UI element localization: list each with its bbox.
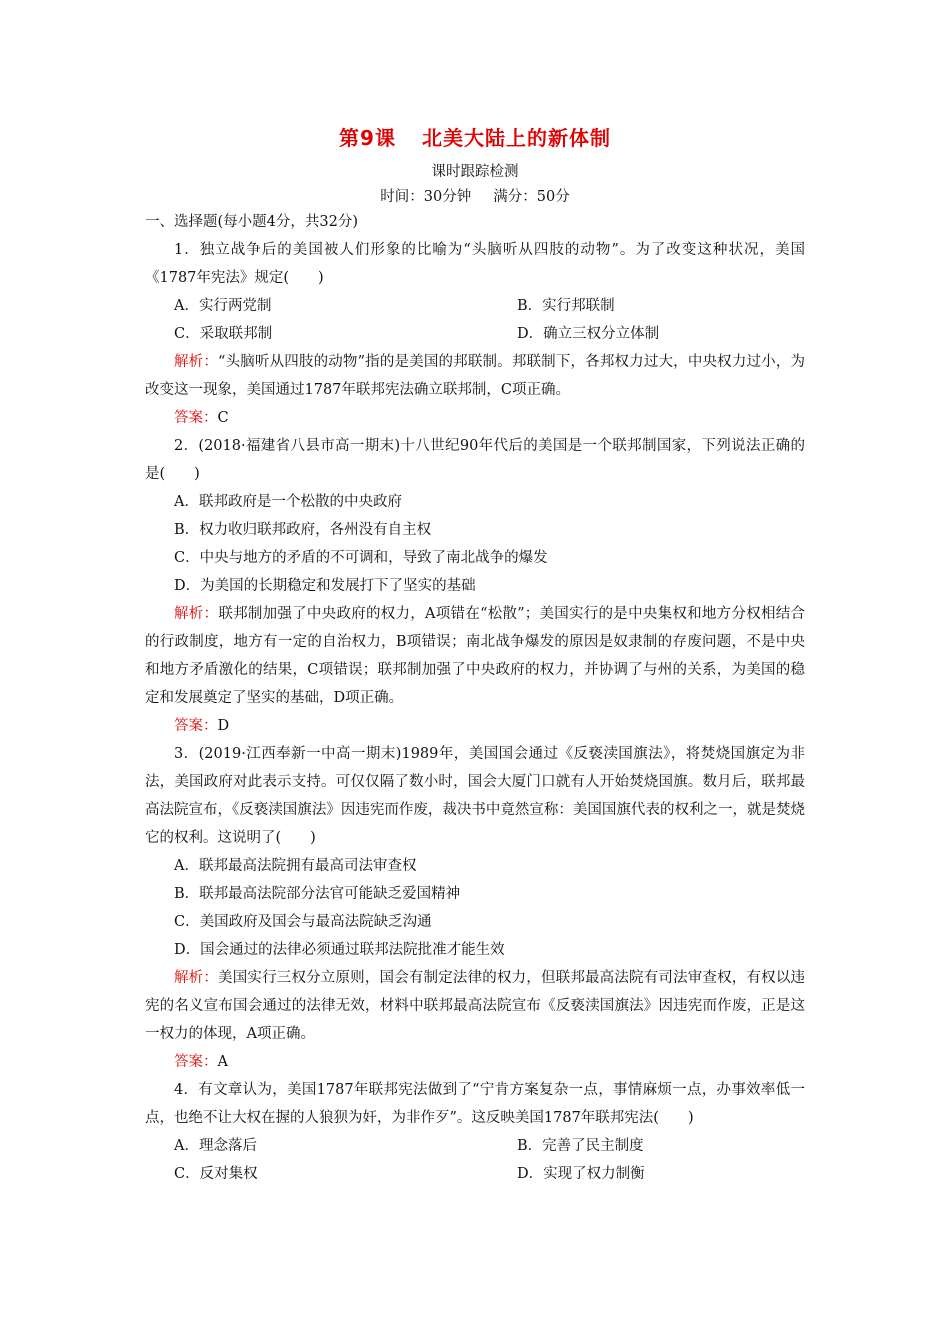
analysis-label: 解析： — [174, 970, 219, 986]
analysis-text: 美国实行三权分立原则，国会有制定法律的权力，但联邦最高法院有司法审查权，有权以违宪的名义宣布国会通过的法律无效，材料中联邦最高法院宣布《反亵渎国旗法》因违宪而作废，正是这一权力的体现，A项正确。 — [145, 970, 806, 1042]
option: B．权力收归联邦政府，各州没有自主权 — [174, 522, 432, 538]
answer-label: 答案： — [174, 718, 218, 734]
lesson-name: 北美大陆上的新体制 — [421, 126, 611, 150]
option-row — [145, 292, 805, 320]
question-stem: 2．(2018·福建省八县市高一期末)十八世纪90年代后的美国是一个联邦制国家，下列说法正确的是( ) — [145, 438, 805, 482]
option-row — [145, 1132, 805, 1160]
option: A．理念落后 — [174, 1138, 257, 1154]
time-limit: 时间：30分钟 — [380, 189, 472, 205]
option: C．美国政府及国会与最高法院缺乏沟通 — [174, 914, 432, 930]
full-score: 满分：50分 — [493, 189, 570, 205]
option: C．采取联邦制 — [174, 326, 273, 342]
analysis — [145, 348, 805, 404]
question-stem: 3．(2019·江西奉新一中高一期末)1989年，美国国会通过《反亵渎国旗法》，将焚烧国旗定为非法，美国政府对此表示支持。可仅仅隔了数小时，国会大厦门口就有人开始焚烧国旗。数月后，联邦最高法院宣布，《反亵渎国旗法》因违宪而作废，裁决书中竟然宣称：美国国旗代表的权利之一，就是焚烧它的权利。这说明了( ) — [145, 746, 805, 846]
lesson-title — [0, 122, 950, 151]
analysis-text: “头脑听从四肢的动物”指的是美国的邦联制。邦联制下，各邦权力过大，中央权力过小，为改变这一现象，美国通过1787年联邦宪法确立联邦制，C项正确。 — [145, 354, 806, 398]
option: C．反对集权 — [174, 1166, 258, 1182]
question-stem: 1．独立战争后的美国被人们形象的比喻为“头脑听从四肢的动物”。为了改变这种状况，美国《1787年宪法》规定( ) — [145, 242, 805, 286]
option: D．为美国的长期稳定和发展打下了坚实的基础 — [174, 578, 476, 594]
answer-label: 答案： — [174, 410, 218, 426]
option: B．实行邦联制 — [517, 298, 615, 314]
answer — [145, 1048, 805, 1076]
option: B．完善了民主制度 — [517, 1138, 644, 1154]
option: A．联邦政府是一个松散的中央政府 — [174, 494, 402, 510]
option: B．联邦最高法院部分法官可能缺乏爱国精神 — [174, 886, 461, 902]
lesson-number: 第9课 — [339, 126, 396, 150]
answer-value: C — [217, 410, 229, 426]
section-heading: 一、选择题(每小题4分，共32分) — [145, 214, 358, 230]
answer-value: D — [217, 718, 230, 734]
analysis-label: 解析： — [174, 606, 219, 622]
analysis-label: 解析： — [174, 354, 219, 370]
question-list — [145, 208, 805, 1188]
answer-label: 答案： — [174, 1054, 218, 1070]
analysis-text: 联邦制加强了中央政府的权力，A项错在“松散”；美国实行的是中央集权和地方分权相结合的行政制度，地方有一定的自治权力，B项错误；南北战争爆发的原因是奴隶制的存废问题，不是中央和地方矛盾激化的结果，C项错误；联邦制加强了中央政府的权力，并协调了与州的关系，为美国的稳定和发展奠定了坚实的基础，D项正确。 — [145, 606, 806, 706]
option-row — [145, 1160, 805, 1188]
analysis — [145, 964, 805, 1048]
option: C．中央与地方的矛盾的不可调和，导致了南北战争的爆发 — [174, 550, 548, 566]
option-row — [145, 320, 805, 348]
option: A．实行两党制 — [174, 298, 272, 314]
subtitle: 课时跟踪检测 — [431, 164, 519, 180]
option: D．国会通过的法律必须通过联邦法院批准才能生效 — [174, 942, 505, 958]
question-stem: 4．有文章认为，美国1787年联邦宪法做到了“宁肯方案复杂一点，事情麻烦一点，办事效率低一点，也绝不让大权在握的人狼狈为奸，为非作歹”。这反映美国1787年联邦宪法( ) — [145, 1082, 805, 1126]
analysis — [145, 600, 805, 712]
answer-value: A — [217, 1054, 228, 1070]
option: D．实现了权力制衡 — [517, 1166, 645, 1182]
answer — [145, 404, 805, 432]
option: D．确立三权分立体制 — [517, 326, 660, 342]
answer — [145, 712, 805, 740]
option: A．联邦最高法院拥有最高司法审查权 — [174, 858, 417, 874]
exam-meta — [0, 185, 950, 206]
